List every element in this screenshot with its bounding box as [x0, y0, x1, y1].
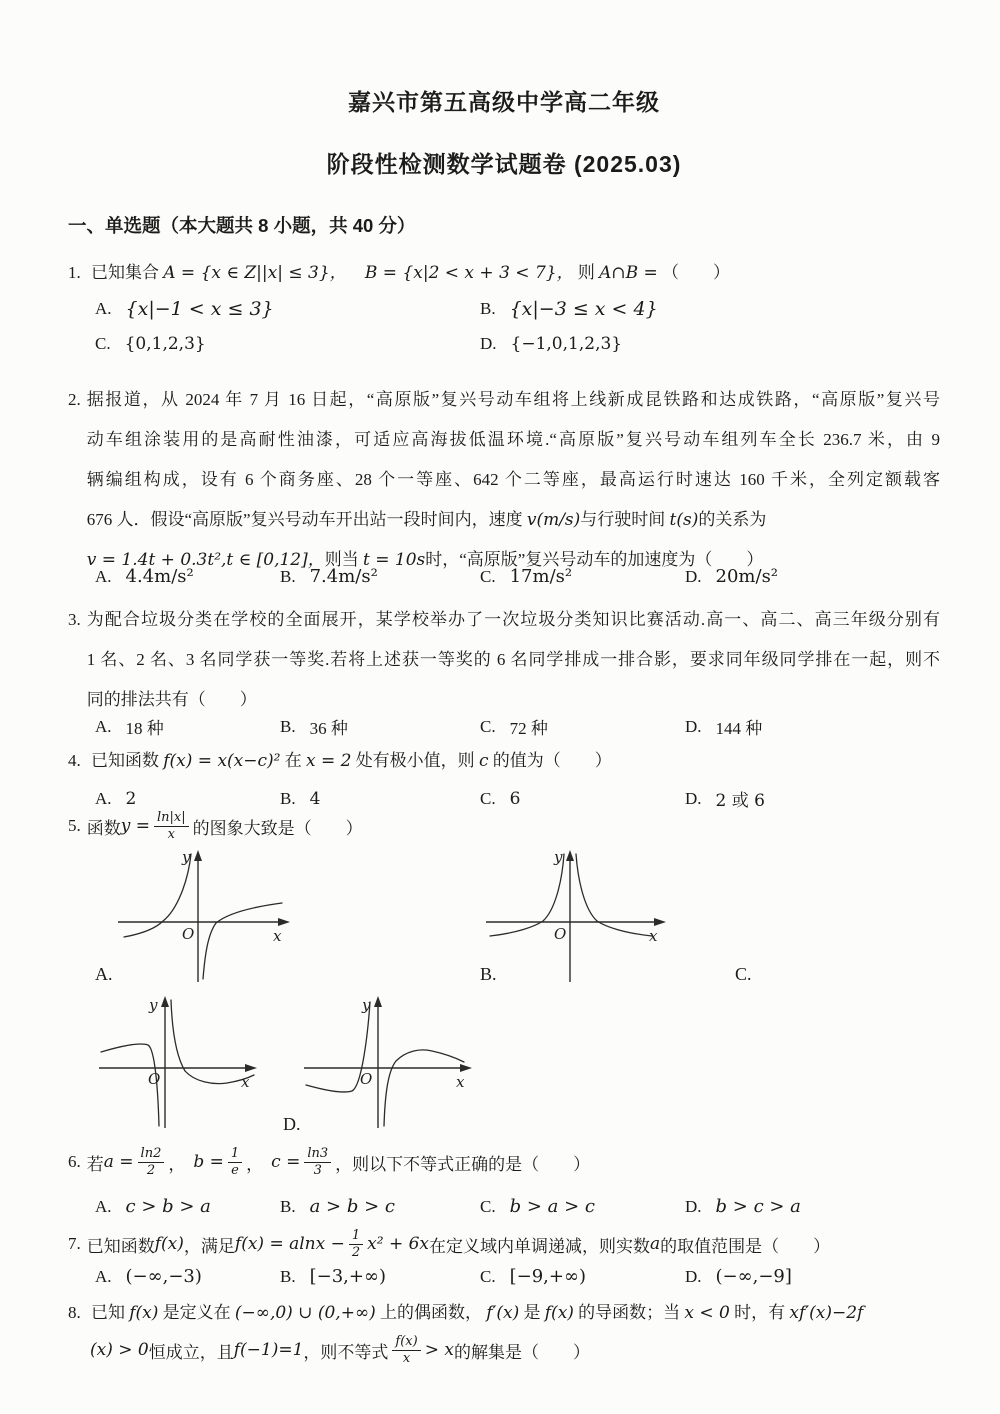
- q1-text-1: 已知集合: [91, 263, 164, 282]
- q2-options: [95, 566, 960, 587]
- graph-b-y-label: y: [554, 848, 563, 866]
- q6-math-c: c =: [271, 1152, 301, 1173]
- q6-number: 6.: [68, 1152, 81, 1172]
- q1-math-intersection: A∩B =: [599, 263, 658, 283]
- q8-text-6: 时，有: [734, 1303, 790, 1322]
- q5-fraction: [154, 810, 189, 842]
- graph-d-y-arrow: [374, 996, 382, 1007]
- q4-option-d: [685, 786, 960, 811]
- graph-label-c: C.: [735, 964, 752, 984]
- graph-a-origin-label: O: [182, 925, 195, 943]
- q4-option-c-value: 6: [509, 788, 521, 809]
- graph-b-y-arrow: [566, 850, 574, 861]
- q7-options: [95, 1266, 960, 1287]
- doc-title-line2: 阶段性检测数学试题卷 (2025.03): [326, 151, 682, 177]
- graph-a-curve-left: [124, 854, 191, 937]
- q5-math-y: y =: [120, 816, 151, 837]
- q1-option-c-value: {0,1,2,3}: [124, 334, 206, 354]
- graph-d-y-label: y: [362, 996, 371, 1014]
- q6-math-b: b =: [193, 1152, 224, 1173]
- q8-fraction: [392, 1334, 420, 1366]
- graph-a-x-label: x: [273, 927, 282, 945]
- q2-line-1: 据报道，从 2024 年 7 月 16 日起，“高原版”复兴号动车组将上线新成昆铁路和达成铁路，“高原版”复兴号: [86, 390, 940, 409]
- q7-text-4: 的取值范围是（ ）: [660, 1236, 831, 1256]
- q8-math-fx-2: f(x): [544, 1303, 574, 1323]
- q3-option-d-value: 144 种: [715, 719, 763, 738]
- q6-sep-2: ，: [246, 1154, 264, 1174]
- q6-fraction-b: [228, 1146, 242, 1178]
- q6-options: [95, 1196, 960, 1217]
- q6-option-b-label: B.: [280, 1196, 296, 1216]
- q8-text-2: 是定义在: [162, 1303, 235, 1322]
- graph-d-curve-right: [384, 1050, 464, 1126]
- q2-l4-text-3: 的关系为: [698, 510, 767, 529]
- q2-l5-text-2: 时，“高原版”复兴号动车的加速度为（ ）: [425, 550, 764, 569]
- q3-option-c-value: 72 种: [509, 719, 548, 738]
- q3-option-a-value: 18 种: [125, 719, 164, 738]
- q8-number: 8.: [68, 1303, 81, 1322]
- q1-option-a-value: {x|−1 < x ≤ 3}: [125, 298, 274, 320]
- q7-frac-num: 1: [349, 1228, 363, 1245]
- q8-text-8: ，则不等式: [303, 1342, 389, 1362]
- q7-option-a-value: (−∞,−3): [125, 1266, 202, 1287]
- q4-option-c-label: C.: [480, 788, 496, 808]
- q4-math-x2: x = 2: [305, 751, 352, 771]
- q2-option-c: [480, 566, 685, 587]
- question-8-line-1: [68, 1300, 940, 1327]
- q7-number: 7.: [68, 1234, 81, 1254]
- q3-option-a: [95, 714, 280, 739]
- q3-line-3: 同的排法共有（ ）: [86, 690, 257, 709]
- q8-math-f-neg1: f(−1)=1: [233, 1340, 304, 1361]
- q5-text-1: 函数: [86, 818, 121, 838]
- question-3: [68, 600, 940, 720]
- doc-title-line1: 嘉兴市第五高级中学高二年级: [348, 89, 660, 115]
- q6-option-b-value: a > b > c: [309, 1196, 395, 1217]
- q7-math-eq-left: f(x) = alnx −: [234, 1234, 345, 1255]
- question-6-stem: [68, 1146, 940, 1178]
- q4-text-2: 在: [284, 751, 306, 770]
- q1-option-a-label: A.: [95, 299, 112, 318]
- q5-graphs-area: [68, 846, 960, 1142]
- q8-text-5: 的导函数；当: [578, 1303, 685, 1322]
- q3-option-d: [685, 714, 960, 739]
- q3-option-c-label: C.: [480, 716, 496, 736]
- q6-fraction-a: [138, 1146, 165, 1178]
- q2-option-d-value: 20m/s²: [715, 566, 779, 587]
- question-8-line-2: [68, 1334, 940, 1366]
- q1-option-c: [95, 334, 480, 354]
- q4-option-c: [480, 786, 685, 811]
- q4-math-c: c: [478, 751, 489, 771]
- q4-text-4: 的值为（ ）: [492, 751, 612, 770]
- q8-math-ineq-end: (x) > 0: [90, 1340, 149, 1361]
- q8-frac-num: f(x): [392, 1334, 420, 1351]
- q3-option-d-label: D.: [685, 716, 702, 736]
- q4-math-fx: f(x) = x(x−c)²: [163, 751, 281, 771]
- question-2: [68, 380, 940, 580]
- q8-text-3: 上的偶函数，: [380, 1303, 482, 1322]
- q2-line-3: 辆编组构成，设有 6 个商务座、28 个一等座、642 个二等座，最高运行时速达 160 千米，全列定额载客: [86, 470, 940, 489]
- q6-option-c-value: b > a > c: [509, 1196, 595, 1217]
- q4-text-1: 已知函数: [91, 751, 164, 770]
- q7-frac-den: 2: [351, 1244, 361, 1260]
- q3-line-2: 1 名、2 名、3 名同学获一等奖.若将上述获一等奖的 6 名同学排成一排合影，要求同年级同学排在一起，则不: [86, 650, 940, 669]
- q7-text-1: 已知函数: [86, 1236, 155, 1256]
- q1-option-b-value: {x|−3 ≤ x < 4}: [509, 298, 658, 320]
- graph-a-y-arrow: [194, 850, 202, 861]
- q4-option-d-value: 2 或 6: [715, 791, 765, 811]
- graph-a-x-arrow: [278, 918, 290, 926]
- question-4-stem: [68, 748, 940, 775]
- q4-option-b-value: 4: [309, 788, 321, 809]
- graph-a-y-label: y: [182, 848, 191, 866]
- q4-options: [95, 786, 960, 811]
- question-1-stem: [68, 260, 940, 287]
- q2-option-a-value: 4.4m/s²: [125, 566, 194, 587]
- q7-option-b-label: B.: [280, 1266, 296, 1286]
- q4-number: 4.: [68, 751, 81, 770]
- q3-option-b: [280, 714, 480, 739]
- q1-option-b-label: B.: [480, 299, 496, 318]
- q7-option-d-label: D.: [685, 1266, 702, 1286]
- q6-frac-a-num: ln2: [138, 1146, 165, 1163]
- q8-math-domain: (−∞,0) ∪ (0,+∞): [234, 1303, 376, 1323]
- q3-option-b-value: 36 种: [309, 719, 348, 738]
- graph-option-b: [478, 846, 673, 984]
- q7-math-eq-right: x² + 6x: [367, 1234, 429, 1255]
- graph-c-origin-label: O: [148, 1070, 161, 1088]
- q2-option-b-label: B.: [280, 566, 296, 586]
- q2-l4-text-2: 与行驶时间: [580, 510, 670, 529]
- q2-option-b: [280, 566, 480, 587]
- q6-option-d-value: b > c > a: [715, 1196, 801, 1217]
- q6-option-d-label: D.: [685, 1196, 702, 1216]
- graph-label-d: D.: [283, 1114, 301, 1134]
- graph-c-curve-right: [171, 1000, 254, 1084]
- q1-option-d-value: {−1,0,1,2,3}: [510, 334, 623, 354]
- q2-l4-text-1: 676 人．假设“高原版”复兴号动车开出站一段时间内，速度: [86, 510, 527, 529]
- q8-math-ineq-start: xf′(x)−2f: [789, 1303, 864, 1323]
- graph-b-origin-label: O: [554, 925, 567, 943]
- q7-fraction: [349, 1228, 363, 1260]
- q8-math-fprime: f′(x): [486, 1303, 520, 1323]
- q7-math-a: a: [650, 1234, 661, 1255]
- q2-option-d-label: D.: [685, 566, 702, 586]
- q2-l4-math-v: v(m/s): [526, 510, 581, 530]
- q8-math-xlt0: x < 0: [684, 1303, 730, 1323]
- q5-text-2: 的图象大致是（ ）: [192, 818, 363, 838]
- q6-frac-c-num: ln3: [304, 1146, 331, 1163]
- q3-option-c: [480, 714, 685, 739]
- q7-option-d-value: (−∞,−9]: [715, 1266, 792, 1287]
- graph-d-origin-label: O: [360, 1070, 373, 1088]
- q2-l5-math-t10: t = 10s: [363, 550, 426, 570]
- question-5-stem: [68, 810, 940, 842]
- q6-option-a-label: A.: [95, 1196, 112, 1216]
- q6-math-a: a =: [103, 1152, 134, 1173]
- q1-number: 1.: [68, 263, 81, 282]
- q4-text-3: 处有极小值，则: [355, 751, 479, 770]
- graph-b-curve-right: [576, 854, 652, 936]
- q8-text-7: 恒成立，且: [148, 1342, 234, 1362]
- q4-option-b: [280, 786, 480, 811]
- q6-option-b: [280, 1196, 480, 1217]
- q1-text-2: 则: [577, 263, 600, 282]
- q8-math-gt-x: > x: [424, 1340, 454, 1361]
- q3-line-1: 为配合垃圾分类在学校的全面展开，某学校举办了一次垃圾分类知识比赛活动.高一、高二、高三年级分别有: [86, 610, 940, 629]
- q1-answer-blank: （ ）: [662, 263, 730, 282]
- q7-option-c-value: [−9,+∞): [509, 1266, 586, 1287]
- graph-label-b: B.: [480, 964, 497, 984]
- graph-c-x-label: x: [241, 1073, 250, 1091]
- q7-option-c-label: C.: [480, 1266, 496, 1286]
- section-heading: 一、单选题（本大题共 8 小题，共 40 分）: [68, 215, 416, 236]
- q2-line-4: [87, 500, 940, 540]
- graph-option-a: [110, 846, 295, 984]
- q8-frac-den: x: [402, 1350, 411, 1366]
- q7-text-2: ，满足: [183, 1236, 235, 1256]
- q2-option-c-value: 17m/s²: [509, 566, 573, 587]
- question-7-stem: [68, 1228, 940, 1260]
- q8-text-1: 已知: [91, 1303, 130, 1322]
- q6-frac-c-den: 3: [313, 1162, 322, 1178]
- q1-option-c-label: C.: [95, 334, 111, 353]
- q2-line-2: 动车组涂装用的是高耐性油漆，可适应高海拔低温环境.“高原版”复兴号动车组列车全长 236.7 米，由 9: [86, 430, 940, 449]
- q7-math-fx: f(x): [154, 1234, 184, 1255]
- graph-c-y-label: y: [149, 996, 158, 1014]
- q8-text-9: 的解集是（ ）: [453, 1342, 590, 1362]
- q1-math-setB: B = {x|2 < x + 3 < 7}，: [364, 263, 574, 283]
- q1-option-d: [480, 334, 960, 354]
- q6-sep-1: ，: [168, 1154, 186, 1174]
- q3-option-b-label: B.: [280, 716, 296, 736]
- q7-option-a-label: A.: [95, 1266, 112, 1286]
- q2-l4-math-t: t(s): [669, 510, 699, 530]
- q1-option-b: [480, 298, 960, 320]
- q2-option-b-value: 7.4m/s²: [309, 566, 378, 587]
- q6-option-c-label: C.: [480, 1196, 496, 1216]
- q2-option-a-label: A.: [95, 566, 112, 586]
- graph-d-x-arrow: [460, 1064, 472, 1072]
- q2-option-a: [95, 566, 280, 587]
- q6-frac-b-den: e: [231, 1162, 239, 1178]
- graph-a-curve-right: [203, 903, 282, 979]
- q7-option-c: [480, 1266, 685, 1287]
- q6-option-d: [685, 1196, 960, 1217]
- q2-number: 2.: [68, 390, 81, 409]
- graph-b-x-arrow: [654, 918, 666, 926]
- graph-c-y-arrow: [161, 996, 169, 1007]
- q7-option-b-value: [−3,+∞): [309, 1266, 386, 1287]
- q7-option-a: [95, 1266, 280, 1287]
- q6-text-2: ，则以下不等式正确的是（ ）: [335, 1154, 591, 1174]
- q6-fraction-c: [304, 1146, 331, 1178]
- q4-option-b-label: B.: [280, 788, 296, 808]
- q1-option-d-label: D.: [480, 334, 497, 353]
- q3-number: 3.: [68, 610, 81, 629]
- q5-fraction-denominator: x: [167, 826, 175, 842]
- q6-text-1: 若: [86, 1154, 104, 1174]
- q2-option-c-label: C.: [480, 566, 496, 586]
- graph-label-a: A.: [95, 964, 113, 984]
- graph-c-x-arrow: [245, 1064, 257, 1072]
- graph-option-d: [298, 990, 478, 1130]
- graph-option-c: [93, 990, 263, 1130]
- q5-number: 5.: [68, 816, 81, 836]
- q8-math-fx-1: f(x): [129, 1303, 159, 1323]
- q7-option-d: [685, 1266, 960, 1287]
- graph-b-curve-left: [490, 854, 564, 936]
- q1-options: [95, 298, 960, 354]
- q4-option-a-value: 2: [125, 788, 137, 809]
- q2-l5-math-eq: v = 1.4t + 0.3t²,t ∈ [0,12]，: [86, 550, 325, 570]
- q4-option-d-label: D.: [685, 788, 702, 808]
- q2-body: [87, 380, 940, 580]
- q6-option-c: [480, 1196, 685, 1217]
- graph-d-x-label: x: [456, 1073, 465, 1091]
- q2-l5-text-1: 则当: [324, 550, 363, 569]
- q6-frac-b-num: 1: [228, 1146, 242, 1163]
- q6-frac-a-den: 2: [146, 1162, 156, 1178]
- q6-option-a: [95, 1196, 280, 1217]
- q4-option-a-label: A.: [95, 788, 112, 808]
- q1-option-a: [95, 298, 480, 320]
- graph-b-x-label: x: [649, 927, 658, 945]
- q1-math-setA: A = {x ∈ Z||x| ≤ 3}，: [163, 263, 347, 283]
- q6-option-a-value: c > b > a: [125, 1196, 211, 1217]
- q4-option-a: [95, 786, 280, 811]
- q8-text-4: 是: [523, 1303, 545, 1322]
- q3-option-a-label: A.: [95, 716, 112, 736]
- q7-option-b: [280, 1266, 480, 1287]
- q5-fraction-numerator: ln|x|: [154, 810, 189, 827]
- q7-text-3: 在定义域内单调递减，则实数: [429, 1236, 650, 1256]
- q3-options: [95, 714, 960, 739]
- q2-option-d: [685, 566, 960, 587]
- q3-body: [87, 600, 940, 720]
